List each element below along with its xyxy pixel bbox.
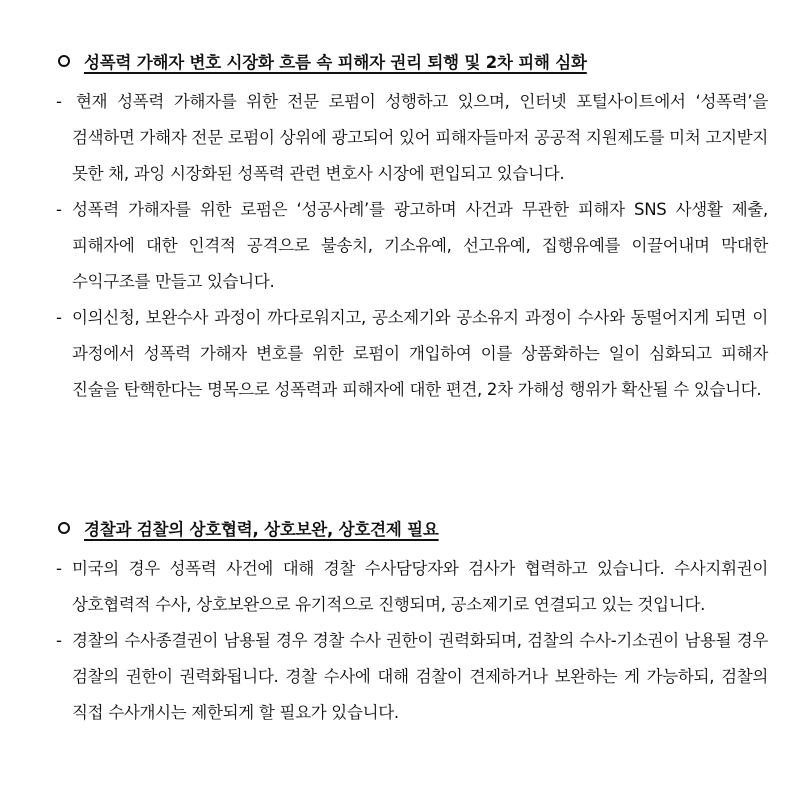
dash-marker: - xyxy=(56,92,62,111)
section-heading xyxy=(58,46,804,76)
list-item xyxy=(56,84,768,192)
list-item-text: 성폭력 가해자를 위한 로펌은 ‘성공사례’를 광고하며 사건과 무관한 피해자 SNS 사생활 제출, 피해자에 대한 인격적 공격으로 불송치, 기소유예, 선고유예, 집행유예를 이끌어내며 막대한 수익구조를 만들고 있습니다. xyxy=(72,200,768,291)
section-police-prosecution xyxy=(0,513,804,731)
section-heading-text: 경찰과 검찰의 상호협력, 상호보완, 상호견제 필요 xyxy=(84,520,439,539)
list-item-text: 경찰의 수사종결권이 남용될 경우 경찰 수사 권한이 권력화되며, 검찰의 수사-기소권이 남용될 경우 검찰의 권한이 권력화됩니다. 경찰 수사에 대해 검찰이 견제하거나 보완하는 게 가능하되, 검찰의 직접 수사개시는 제한되게 할 필요가 있습니다. xyxy=(72,631,768,722)
section-heading xyxy=(58,513,804,543)
circle-bullet-icon xyxy=(58,55,70,67)
dash-marker: - xyxy=(56,559,62,578)
dash-marker: - xyxy=(56,308,62,327)
dash-marker: - xyxy=(56,200,62,219)
list-item-text: 미국의 경우 성폭력 사건에 대해 경찰 수사담당자와 검사가 협력하고 있습니다. 수사지휘권이 상호협력적 수사, 상호보완으로 유기적으로 진행되며, 공소제기로 연결되고 있는 것입니다. xyxy=(72,559,768,614)
list-item-text: 이의신청, 보완수사 과정이 까다로워지고, 공소제기와 공소유지 과정이 수사와 동떨어지게 되면 이 과정에서 성폭력 가해자 변호를 위한 로펌이 개입하여 이를 상품화하는 일이 심화되고 피해자 진술을 탄핵한다는 명목으로 성폭력과 피해자에 대한 편견, 2차 가해성 행위가 확산될 수 있습니다. xyxy=(72,308,768,399)
list-item xyxy=(56,623,768,731)
list-item xyxy=(56,551,768,623)
list-item-text: 현재 성폭력 가해자를 위한 전문 로펌이 성행하고 있으며, 인터넷 포털사이트에서 ‘성폭력’을 검색하면 가해자 전문 로펌이 상위에 광고되어 있어 피해자들마저 공공적 지원제도를 미처 고지받지 못한 채, 과잉 시장화된 성폭력 관련 변호사 시장에 편입되고 있습니다. xyxy=(72,92,768,183)
section-victim-rights xyxy=(0,46,804,408)
circle-bullet-icon xyxy=(58,522,70,534)
list-item xyxy=(56,300,768,408)
dash-marker: - xyxy=(56,631,62,650)
section-heading-text: 성폭력 가해자 변호 시장화 흐름 속 피해자 권리 퇴행 및 2차 피해 심화 xyxy=(84,53,587,72)
list-item xyxy=(56,192,768,300)
